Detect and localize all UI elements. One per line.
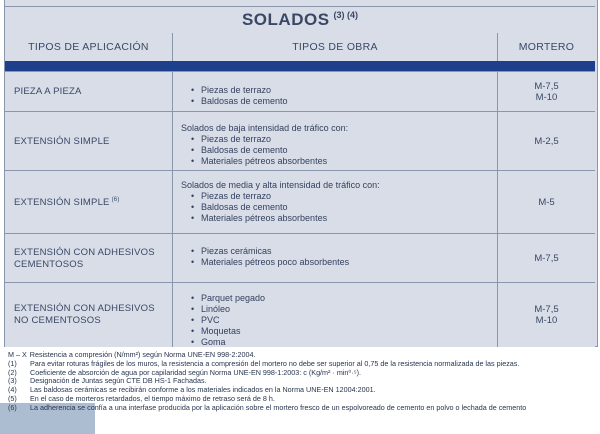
- work-type-item: • Piezas de terrazo: [191, 85, 497, 96]
- work-type-item: • Baldosas de cemento: [191, 96, 497, 107]
- application-type-cell: [5, 234, 172, 283]
- header-tipos-aplicacion: TIPOS DE APLICACIÓN: [28, 41, 149, 53]
- footnote-text: En el caso de morteros retardados, el tiempo máximo de retraso será de 8 h.: [30, 393, 275, 403]
- work-type-cell: [173, 85, 497, 107]
- work-type-item: • Piezas cerámicas: [191, 246, 497, 257]
- mortar-cell: [498, 171, 595, 234]
- footnote-text: Para evitar roturas frágiles de los muros, la resistencia a compresión del mortero no debe ser superior al 0,75 de la resistencia normalizada de las piezas.: [30, 358, 520, 368]
- work-type-cell: [173, 123, 497, 167]
- work-type-cell: [173, 293, 497, 348]
- table-title-row: [5, 6, 595, 34]
- application-type-cell: [5, 171, 172, 234]
- header-mortero: MORTERO: [518, 41, 575, 53]
- footnote-key: M – X: [8, 350, 27, 359]
- application-type-label: EXTENSIÓN SIMPLE: [14, 135, 110, 147]
- mortar-cell: [498, 283, 595, 347]
- footnotes: [8, 351, 598, 413]
- work-type-intro: Solados de baja intensidad de tráfico con:: [181, 123, 349, 133]
- footnote-key: (4): [8, 385, 17, 395]
- mortar-value: M-7,5: [534, 81, 559, 92]
- application-type-label: EXTENSIÓN CON ADHESIVOS CEMENTOSOS: [14, 246, 155, 270]
- work-type-cell: [173, 180, 497, 224]
- footnote-key: (6): [8, 402, 17, 412]
- work-type-item: • Materiales pétreos poco absorbentes: [191, 257, 497, 268]
- mortar-value: M-10: [535, 315, 558, 326]
- work-type-item: • Moquetas: [191, 326, 497, 337]
- mortar-cell: [498, 72, 595, 112]
- work-type-item: • Materiales pétreos absorbentes: [191, 213, 497, 224]
- mortar-value: M-10: [535, 92, 558, 103]
- table-row: [5, 111, 595, 171]
- footnote-text: La adherencia se confía a una interfase producida por la aplicación sobre el mortero fresco de un espolvoreado de cemento en polvo o lechada de cemento: [30, 402, 527, 412]
- footnote-line: [8, 404, 598, 413]
- footnote-key: (3): [8, 376, 17, 386]
- header-tipos-obra: TIPOS DE OBRA: [292, 41, 378, 53]
- work-type-item: • Baldosas de cemento: [191, 145, 497, 156]
- mortar-value: M-7,5: [534, 253, 559, 264]
- table-row: [5, 282, 595, 347]
- table-row: [5, 233, 595, 283]
- table-row: [5, 170, 595, 234]
- footnote-key: (1): [8, 358, 17, 368]
- work-type-item: • Linóleo: [191, 304, 497, 315]
- application-type-cell: [5, 283, 172, 347]
- application-type-cell: [5, 72, 172, 112]
- work-type-item: • Baldosas de cemento: [191, 202, 497, 213]
- footnote-text: Resistencia a compresión (N/mm²) según Norma UNE-EN 998-2:2004.: [29, 350, 256, 359]
- mortar-value: M-2,5: [534, 136, 559, 147]
- work-type-item: • Piezas de terrazo: [191, 134, 497, 145]
- footnote-text: Coeficiente de absorción de agua por capilaridad según Norma UNE-EN 998-1:2003: c (Kg/m² · min⁰·⁵).: [30, 367, 362, 377]
- footnote-text: Designación de Juntas según CTE DB HS-1 Fachadas.: [30, 376, 207, 386]
- table-title: SOLADOS: [241, 10, 330, 29]
- application-type-label: PIEZA A PIEZA: [14, 86, 82, 97]
- column-headers: [5, 33, 595, 61]
- work-type-item: • Parquet pegado: [191, 293, 497, 304]
- work-type-item: • PVC: [191, 315, 497, 326]
- footnote-key: (5): [8, 393, 17, 403]
- mortar-value: M-7,5: [534, 304, 559, 315]
- footnote-key: (2): [8, 367, 17, 377]
- table-title-footnote: (3) (4): [333, 10, 359, 20]
- work-type-intro: Solados de media y alta intensidad de tráfico con:: [181, 180, 380, 190]
- application-type-label: EXTENSIÓN SIMPLE: [14, 196, 110, 208]
- table-row: [5, 71, 595, 112]
- work-type-item: • Goma: [191, 337, 497, 348]
- mortar-cell: [498, 234, 595, 283]
- mortar-cell: [498, 112, 595, 171]
- work-type-item: • Materiales pétreos absorbentes: [191, 156, 497, 167]
- application-type-footnote: (6): [111, 196, 120, 203]
- footnote-text: Las baldosas cerámicas se recibirán conforme a los materiales indicados en la Norma UNE-EN 12004:2001.: [30, 385, 376, 395]
- work-type-item: • Piezas de terrazo: [191, 191, 497, 202]
- header-accent-bar: [5, 61, 595, 71]
- mortar-value: M-5: [538, 197, 555, 208]
- application-type-cell: [5, 112, 172, 171]
- work-type-cell: [173, 246, 497, 268]
- application-type-label: EXTENSIÓN CON ADHESIVOS NO CEMENTOSOS: [14, 303, 155, 326]
